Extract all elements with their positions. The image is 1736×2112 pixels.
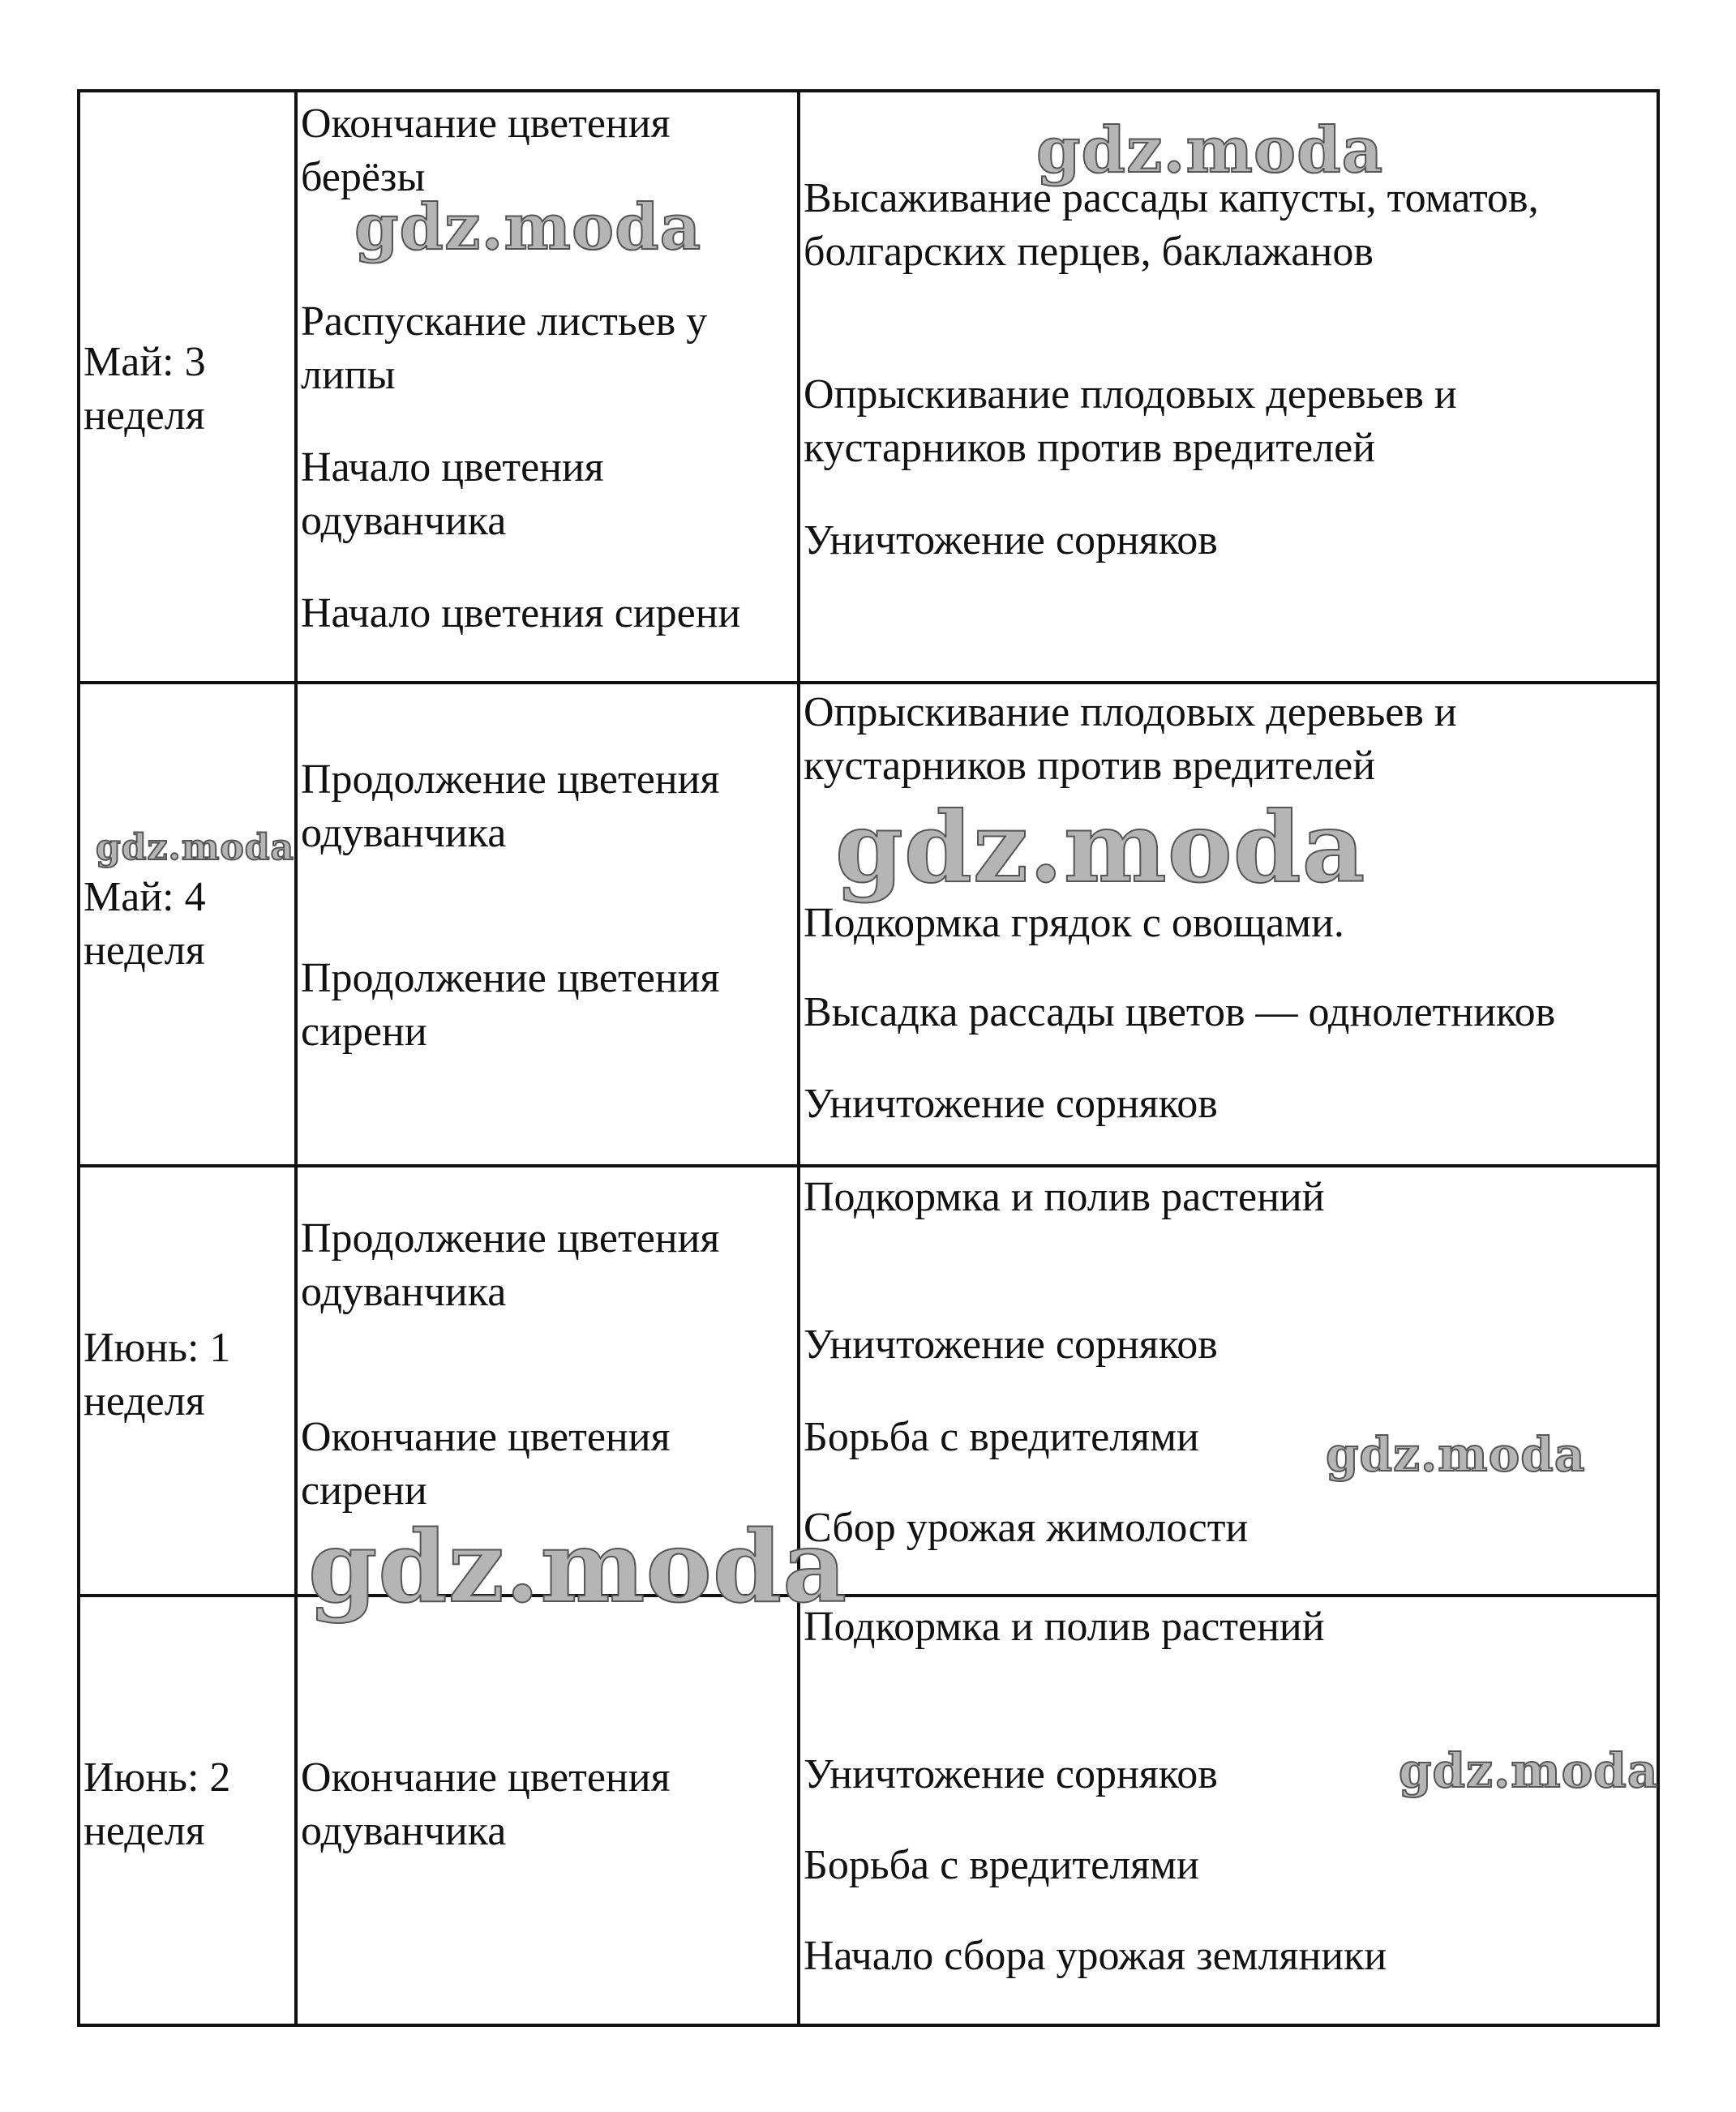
week-cell [79,683,296,1166]
table-row [79,683,1658,1166]
table-row [79,91,1658,683]
watermark: gdz.moda [308,1508,848,1625]
watermark: gdz.moda [1036,114,1384,187]
phenomenon-text: Продолжение цветения одуванчика [301,756,720,856]
work-text: Уничтожение сорняков [804,517,1218,563]
phenomena-cell [296,683,799,1166]
work-text: Уничтожение сорняков [804,1751,1218,1797]
phenomenon-text: Начало цветения сирени [301,590,741,636]
watermark: gdz.moda [354,191,702,264]
works-cell [799,683,1658,1166]
phenomenon-text: Распускание листьев у липы [301,298,708,398]
work-text: Борьба с вредителями [804,1414,1199,1460]
week-cell [79,91,296,683]
work-text: Опрыскивание плодовых деревьев и кустарников против вредителей [804,689,1457,789]
phenomena-cell [296,91,799,683]
work-text: Сбор урожая жимолости [804,1505,1249,1551]
watermark: gdz.moda [1399,1743,1659,1798]
watermark: gdz.moda [96,827,295,868]
works-cell [799,1166,1658,1596]
table-row [79,1596,1658,2025]
phenomena-cell [296,1596,799,2025]
work-text: Уничтожение сорняков [804,1081,1218,1127]
week-label: Май: 4 неделя [84,874,206,974]
work-text: Подкормка грядок с овощами. [804,900,1344,946]
work-text: Подкормка и полив растений [804,1604,1325,1650]
work-text: Подкормка и полив растений [804,1174,1325,1220]
phenomenon-text: Окончание цветения берёзы [301,101,671,200]
phenomenon-text: Продолжение цветения одуванчика [301,1215,720,1315]
work-text: Уничтожение сорняков [804,1322,1218,1368]
watermark: gdz.moda [835,790,1366,905]
work-text: Борьба с вредителями [804,1842,1199,1888]
phenomenon-text: Продолжение цветения сирени [301,955,720,1055]
watermark: gdz.moda [1326,1427,1586,1482]
phenomenon-text: Окончание цветения сирени [301,1414,671,1514]
works-cell [799,1596,1658,2025]
table-row [79,1166,1658,1596]
work-text: Высаживание рассады капусты, томатов, болгарских перцев, баклажанов [804,175,1539,275]
nature-calendar-table [77,89,1660,2027]
phenomenon-text: Окончание цветения одуванчика [301,1754,671,1854]
week-label: Июнь: 2 неделя [84,1754,231,1854]
phenomena-cell [296,1166,799,1596]
phenomenon-text: Начало цветения одуванчика [301,444,604,544]
work-text: Высадка рассады цветов — однолетников [804,989,1556,1035]
week-cell [79,1166,296,1596]
week-label: Май: 3 неделя [84,339,206,439]
week-cell [79,1596,296,2025]
work-text: Начало сбора урожая земляники [804,1933,1387,1979]
work-text: Опрыскивание плодовых деревьев и кустарников против вредителей [804,371,1457,471]
week-label: Июнь: 1 неделя [84,1325,231,1424]
works-cell [799,91,1658,683]
